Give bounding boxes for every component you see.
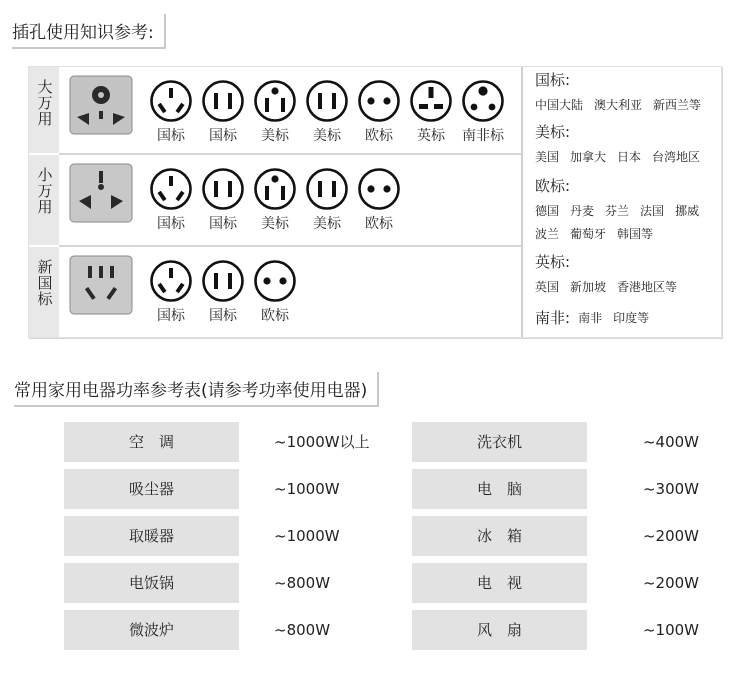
region-country: 丹麦 bbox=[570, 204, 595, 218]
plug-flat-two-icon bbox=[199, 79, 247, 145]
region-country-line bbox=[535, 96, 721, 113]
plug-label: 国标 bbox=[209, 308, 237, 324]
socket-row bbox=[29, 67, 521, 153]
region-title: 英标: bbox=[535, 253, 571, 271]
region-title: 美标: bbox=[535, 123, 571, 141]
appliance-wattage: ~1000W以上 bbox=[274, 433, 370, 451]
appliance-name: 洗衣机 bbox=[412, 422, 587, 462]
socket-photo bbox=[67, 161, 135, 227]
region-country: 澳大利亚 bbox=[594, 98, 643, 112]
appliance-name: 取暖器 bbox=[64, 516, 239, 556]
region-country: 新西兰等 bbox=[653, 98, 702, 112]
row-label bbox=[35, 167, 55, 215]
socket-photo bbox=[67, 73, 135, 139]
region-country: 南非 bbox=[578, 311, 603, 325]
row-label-char: 万 bbox=[37, 182, 53, 200]
plug-label: 美标 bbox=[261, 216, 289, 232]
region-country-line bbox=[535, 148, 721, 165]
row-label-char: 国 bbox=[37, 274, 53, 292]
plug-label: 英标 bbox=[417, 128, 445, 144]
appliance-name: 冰 箱 bbox=[412, 516, 587, 556]
region-country: 韩国等 bbox=[617, 227, 654, 241]
plug-label: 国标 bbox=[157, 308, 185, 324]
plug-eu-two-icon bbox=[251, 259, 299, 325]
appliance-wattage: ~200W bbox=[642, 527, 699, 545]
plug-label: 国标 bbox=[157, 128, 185, 144]
region-country: 葡萄牙 bbox=[570, 227, 607, 241]
region-country-line bbox=[535, 202, 721, 219]
region-country-line bbox=[535, 225, 721, 242]
region-title-text: 南非: bbox=[535, 309, 571, 327]
region-block bbox=[535, 121, 721, 165]
appliance-wattage: ~200W bbox=[642, 574, 699, 592]
plug-label: 南非标 bbox=[462, 128, 504, 144]
region-title: 国标: bbox=[535, 71, 571, 89]
plug-label: 国标 bbox=[209, 216, 237, 232]
region-country: 台湾地区 bbox=[652, 150, 701, 164]
plug-flat-two-icon bbox=[199, 167, 247, 233]
row-label-char: 新 bbox=[37, 258, 53, 276]
region-block bbox=[535, 307, 721, 328]
appliance-name: 电饭锅 bbox=[64, 563, 239, 603]
region-block bbox=[535, 175, 721, 242]
row-label-char: 用 bbox=[37, 198, 53, 216]
region-country: 美国 bbox=[535, 150, 560, 164]
region-country: 新加坡 bbox=[570, 280, 607, 294]
appliance-name: 电 视 bbox=[412, 563, 587, 603]
socket-row bbox=[29, 155, 521, 245]
region-country-line bbox=[535, 278, 721, 295]
power-table-title: 常用家用电器功率参考表(请参考功率使用电器) bbox=[14, 372, 379, 407]
plug-label: 美标 bbox=[313, 128, 341, 144]
appliance-wattage: ~800W bbox=[274, 574, 331, 592]
plug-label: 国标 bbox=[157, 216, 185, 232]
socket-row bbox=[29, 247, 521, 337]
region-title: 欧标: bbox=[535, 177, 571, 195]
region-title bbox=[535, 307, 721, 328]
region-country: 印度等 bbox=[613, 311, 650, 325]
region-country: 德国 bbox=[535, 204, 560, 218]
appliance-wattage: ~400W bbox=[642, 433, 699, 451]
socket-photo bbox=[67, 253, 135, 319]
socket-table bbox=[28, 66, 722, 338]
plug-label: 欧标 bbox=[365, 128, 393, 144]
plug-label: 美标 bbox=[313, 216, 341, 232]
row-label-char: 用 bbox=[37, 110, 53, 128]
plug-us-three-icon bbox=[251, 79, 299, 145]
plug-eu-two-icon bbox=[355, 79, 403, 145]
row-label-char: 标 bbox=[37, 290, 53, 308]
plug-sa-three-icon bbox=[459, 79, 507, 145]
appliance-wattage: ~1000W bbox=[274, 527, 340, 545]
region-country: 加拿大 bbox=[570, 150, 607, 164]
appliance-name: 风 扇 bbox=[412, 610, 587, 650]
plug-label: 国标 bbox=[209, 128, 237, 144]
plug-eu-two-icon bbox=[355, 167, 403, 233]
appliance-wattage: ~300W bbox=[642, 480, 699, 498]
region-block bbox=[535, 251, 721, 295]
plug-label: 欧标 bbox=[261, 308, 289, 324]
socket-knowledge-title: 插孔使用知识参考: bbox=[12, 14, 166, 49]
region-country: 法国 bbox=[640, 204, 665, 218]
appliance-wattage: ~800W bbox=[274, 621, 331, 639]
appliance-name: 电 脑 bbox=[412, 469, 587, 509]
plug-uk-three-icon bbox=[407, 79, 455, 145]
region-country: 芬兰 bbox=[605, 204, 630, 218]
plug-flat-two-icon bbox=[303, 167, 351, 233]
region-country: 香港地区等 bbox=[617, 280, 678, 294]
plug-label: 欧标 bbox=[365, 216, 393, 232]
row-label bbox=[35, 79, 55, 127]
row-label-char: 大 bbox=[37, 78, 53, 96]
plug-cn-three-icon bbox=[147, 167, 195, 233]
row-label-char: 万 bbox=[37, 94, 53, 112]
region-country: 挪威 bbox=[675, 204, 700, 218]
row-label-char: 小 bbox=[37, 166, 53, 184]
plug-flat-two-icon bbox=[303, 79, 351, 145]
plug-flat-two-icon bbox=[199, 259, 247, 325]
plug-cn-three-icon bbox=[147, 79, 195, 145]
region-country: 中国大陆 bbox=[535, 98, 584, 112]
region-country: 日本 bbox=[617, 150, 642, 164]
appliance-name: 空 调 bbox=[64, 422, 239, 462]
plug-label: 美标 bbox=[261, 128, 289, 144]
row-label bbox=[35, 259, 55, 307]
region-country: 英国 bbox=[535, 280, 560, 294]
appliance-wattage: ~1000W bbox=[274, 480, 340, 498]
plug-cn-three-icon bbox=[147, 259, 195, 325]
region-block bbox=[535, 69, 721, 113]
appliance-name: 吸尘器 bbox=[64, 469, 239, 509]
plug-us-three-icon bbox=[251, 167, 299, 233]
appliance-name: 微波炉 bbox=[64, 610, 239, 650]
appliance-wattage: ~100W bbox=[642, 621, 699, 639]
region-country: 波兰 bbox=[535, 227, 560, 241]
column-divider bbox=[521, 67, 523, 337]
